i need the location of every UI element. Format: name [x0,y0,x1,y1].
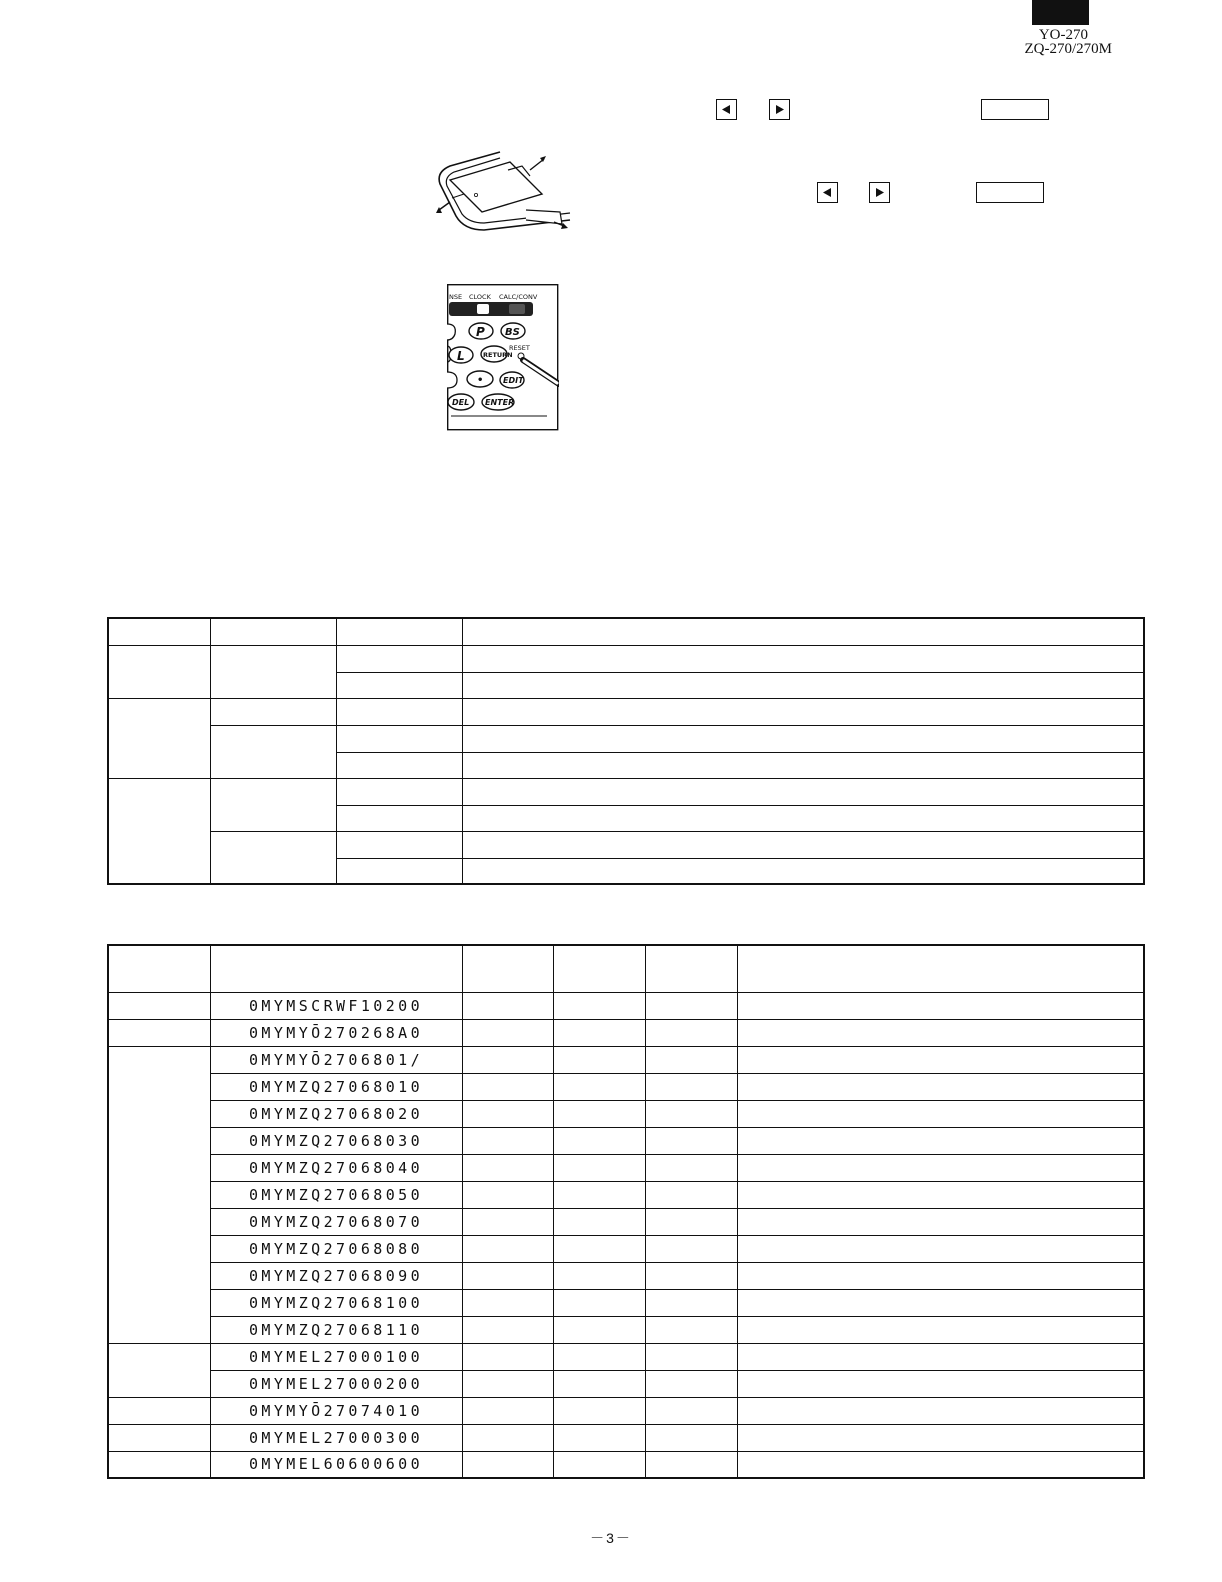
parts-code-table [107,944,1145,1479]
blank-key-icon [976,182,1044,203]
mode-label-calc-conv: CALC/CONV [499,293,538,301]
part-code-cell: 0MYMYŌ2706801/ [210,1046,462,1073]
table-row [108,1073,1144,1100]
part-code-cell: 0MYMEL27000300 [210,1424,462,1451]
part-code-cell: 0MYMZQ27068050 [210,1181,462,1208]
table-row [108,778,1144,805]
right-arrow-key-icon [769,99,790,120]
part-code-cell: 0MYMZQ27068090 [210,1262,462,1289]
table-row [108,1343,1144,1370]
table-row [108,1262,1144,1289]
table-header-row [108,945,1144,992]
table-row [108,1235,1144,1262]
part-code-cell: 0MYMZQ27068080 [210,1235,462,1262]
part-code-cell: 0MYMZQ27068040 [210,1154,462,1181]
table-row [108,1154,1144,1181]
part-code-cell: 0MYMYŌ27074010 [210,1397,462,1424]
right-arrow-key-icon [869,182,890,203]
part-code-cell: 0MYMEL27000200 [210,1370,462,1397]
mode-label-clock: CLOCK [469,293,491,301]
table-row [108,1370,1144,1397]
left-arrow-key-icon [817,182,838,203]
specification-table [107,617,1145,885]
model-number-primary: YO-270 [1038,27,1088,43]
part-code-cell: 0MYMEL27000100 [210,1343,462,1370]
card-insertion-illustration [430,150,575,238]
table-row [108,618,1144,645]
key-return: RETURN [483,351,513,359]
table-row [108,1451,1144,1478]
model-number-secondary: ZQ-270/270M [1024,41,1112,57]
left-arrow-key-icon [716,99,737,120]
table-row [108,1397,1144,1424]
table-row [108,1100,1144,1127]
key-reset-label: RESET [509,344,530,352]
part-code-cell: 0MYMZQ27068030 [210,1127,462,1154]
table-row [108,831,1144,858]
mode-label-nse: NSE [449,293,463,301]
key-edit: EDIT [503,376,524,385]
key-enter: ENTER [485,398,515,407]
part-code-cell: 0MYMZQ27068020 [210,1100,462,1127]
reset-keypad-illustration [447,284,559,431]
table-row [108,1424,1144,1451]
key-bs: BS [505,327,520,338]
table-row [108,992,1144,1019]
part-code-cell: 0MYMYŌ270268A0 [210,1019,462,1046]
part-code-cell: 0MYMZQ27068100 [210,1289,462,1316]
key-p: P [476,325,485,339]
key-del: DEL [452,398,470,407]
blank-key-icon [981,99,1049,120]
key-l: L [457,349,465,363]
table-row [108,645,1144,672]
table-row [108,725,1144,752]
key-dot: • [477,375,484,386]
header-tab [1032,0,1089,25]
part-code-cell: 0MYMZQ27068070 [210,1208,462,1235]
table-row [108,698,1144,725]
part-code-cell: 0MYMZQ27068010 [210,1073,462,1100]
table-row [108,1127,1144,1154]
table-row [108,1181,1144,1208]
table-row [108,1019,1144,1046]
table-row [108,1289,1144,1316]
part-code-cell: 0MYMSCRWF10200 [210,992,462,1019]
part-code-cell: 0MYMZQ27068110 [210,1316,462,1343]
part-code-cell: 0MYMEL60600600 [210,1451,462,1478]
table-row [108,1208,1144,1235]
table-row [108,1046,1144,1073]
page-number: －3－ [590,1530,632,1546]
table-row [108,1316,1144,1343]
